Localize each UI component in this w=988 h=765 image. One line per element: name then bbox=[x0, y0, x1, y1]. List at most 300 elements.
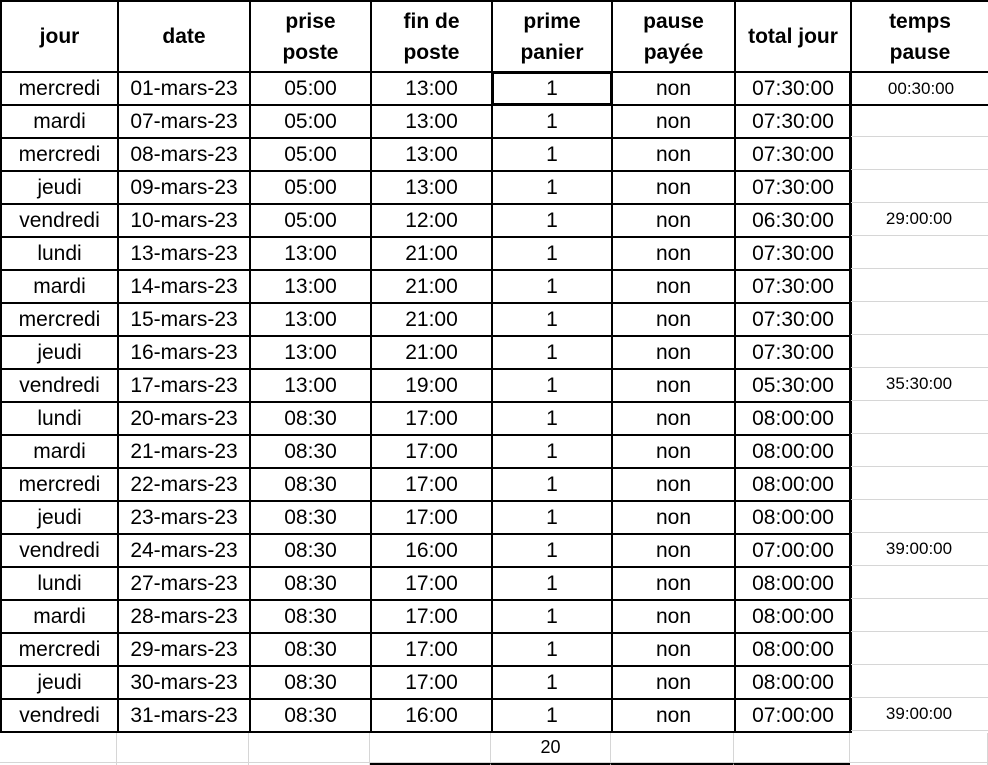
header-total[interactable] bbox=[734, 0, 852, 73]
cell-text: 17:00 bbox=[405, 571, 458, 595]
cell-text: mardi bbox=[33, 274, 86, 298]
cell-end-time[interactable] bbox=[370, 269, 493, 304]
cell-text: non bbox=[655, 604, 692, 628]
cell-text: non bbox=[655, 274, 692, 298]
cell-text: 1 bbox=[546, 406, 558, 430]
cell-start-time[interactable] bbox=[249, 203, 372, 238]
cell-paid-break[interactable] bbox=[611, 401, 736, 436]
cell-break-time[interactable] bbox=[850, 368, 988, 401]
cell-break-time[interactable] bbox=[850, 335, 988, 368]
cell-day[interactable] bbox=[0, 137, 119, 172]
cell-break-time[interactable] bbox=[850, 533, 988, 566]
cell-date[interactable] bbox=[117, 533, 251, 568]
cell-text: 17-mars-23 bbox=[130, 373, 238, 397]
header-jour[interactable] bbox=[0, 0, 119, 73]
cell-meal-bonus[interactable] bbox=[491, 269, 613, 304]
cell-text: non bbox=[655, 571, 692, 595]
cell-text: mercredi bbox=[18, 76, 101, 100]
cell-date[interactable] bbox=[117, 269, 251, 304]
cell-daily-total[interactable] bbox=[734, 269, 852, 304]
cell-paid-break[interactable] bbox=[611, 698, 736, 733]
cell-date[interactable] bbox=[117, 566, 251, 601]
cell-text: 12:00 bbox=[405, 208, 458, 232]
cell-day[interactable] bbox=[0, 335, 119, 370]
cell-text: 17:00 bbox=[405, 670, 458, 694]
cell-text: 16:00 bbox=[405, 538, 458, 562]
cell-text: 08:30 bbox=[284, 670, 337, 694]
cell-start-time[interactable] bbox=[249, 566, 372, 601]
cell-start-time[interactable] bbox=[249, 170, 372, 205]
cell-text: 07-mars-23 bbox=[130, 109, 238, 133]
cell-text: 17:00 bbox=[405, 505, 458, 529]
cell-text: 08:00:00 bbox=[752, 637, 834, 661]
cell-text: lundi bbox=[37, 571, 82, 595]
cell-day[interactable] bbox=[0, 170, 119, 205]
cell-end-time[interactable] bbox=[370, 665, 493, 700]
cell-paid-break[interactable] bbox=[611, 665, 736, 700]
cell-date[interactable] bbox=[117, 236, 251, 271]
cell-text: 05:00 bbox=[284, 76, 337, 100]
cell-daily-total[interactable] bbox=[734, 434, 852, 469]
cell-break-time[interactable] bbox=[850, 500, 988, 533]
cell-text: non bbox=[655, 241, 692, 265]
cell-text: 14-mars-23 bbox=[130, 274, 238, 298]
cell-text: 1 bbox=[546, 571, 558, 595]
cell-text: non bbox=[655, 406, 692, 430]
cell-text: 08:30 bbox=[284, 472, 337, 496]
cell-daily-total[interactable] bbox=[734, 500, 852, 535]
cell-break-time[interactable] bbox=[850, 203, 988, 236]
cell-meal-bonus[interactable] bbox=[491, 368, 613, 403]
cell-text: 08:00:00 bbox=[752, 472, 834, 496]
cell-start-time[interactable] bbox=[249, 401, 372, 436]
cell-text: non bbox=[655, 175, 692, 199]
header-text: poste bbox=[282, 40, 339, 64]
cell-start-time[interactable] bbox=[249, 434, 372, 469]
cell-text: non bbox=[655, 373, 692, 397]
cell-paid-break[interactable] bbox=[611, 302, 736, 337]
cell-meal-bonus[interactable] bbox=[491, 401, 613, 436]
cell-date[interactable] bbox=[117, 368, 251, 403]
cell-paid-break[interactable] bbox=[611, 533, 736, 568]
cell-break-time[interactable] bbox=[850, 467, 988, 500]
cell-text: 08:00:00 bbox=[752, 670, 834, 694]
cell-text: 08:30 bbox=[284, 538, 337, 562]
cell-end-time[interactable] bbox=[370, 137, 493, 172]
cell-text: 21:00 bbox=[405, 274, 458, 298]
cell-end-time[interactable] bbox=[370, 368, 493, 403]
header-text: total jour bbox=[748, 25, 838, 48]
cell-text: non bbox=[655, 703, 692, 727]
cell-text: 10-mars-23 bbox=[130, 208, 238, 232]
cell-text: 13:00 bbox=[284, 307, 337, 331]
cell-text: vendredi bbox=[19, 373, 100, 397]
cell-day[interactable] bbox=[0, 401, 119, 436]
cell-break-time[interactable] bbox=[850, 434, 988, 467]
cell-day[interactable] bbox=[0, 302, 119, 337]
cell-meal-bonus[interactable] bbox=[491, 302, 613, 337]
cell-text: 08-mars-23 bbox=[130, 142, 238, 166]
cell-start-time[interactable] bbox=[249, 335, 372, 370]
header-text: date bbox=[162, 25, 206, 48]
cell-daily-total[interactable] bbox=[734, 467, 852, 502]
cell-break-time[interactable] bbox=[850, 236, 988, 269]
cell-day[interactable] bbox=[0, 599, 119, 634]
cell-meal-bonus[interactable] bbox=[491, 104, 613, 139]
empty-cell[interactable] bbox=[370, 733, 491, 763]
cell-text: non bbox=[655, 208, 692, 232]
cell-text: 1 bbox=[546, 670, 558, 694]
cell-start-time[interactable] bbox=[249, 302, 372, 337]
cell-end-time[interactable] bbox=[370, 698, 493, 733]
cell-text: mardi bbox=[33, 109, 86, 133]
cell-text: 1 bbox=[546, 373, 558, 397]
cell-end-time[interactable] bbox=[370, 467, 493, 502]
cell-start-time[interactable] bbox=[249, 533, 372, 568]
cell-text: 08:30 bbox=[284, 571, 337, 595]
cell-meal-bonus[interactable] bbox=[491, 203, 613, 238]
cell-text: 23-mars-23 bbox=[130, 505, 238, 529]
cell-text: 1 bbox=[546, 703, 558, 727]
cell-daily-total[interactable] bbox=[734, 137, 852, 172]
cell-day[interactable] bbox=[0, 269, 119, 304]
header-text: pause bbox=[643, 9, 704, 33]
cell-text: 08:00:00 bbox=[752, 406, 834, 430]
cell-break-time[interactable] bbox=[850, 632, 988, 665]
cell-paid-break[interactable] bbox=[611, 632, 736, 667]
cell-text: 24-mars-23 bbox=[130, 538, 238, 562]
cell-text: 1 bbox=[546, 76, 558, 100]
header-text: temps bbox=[889, 9, 951, 33]
cell-text: 21-mars-23 bbox=[130, 439, 238, 463]
header-prise[interactable] bbox=[249, 0, 372, 73]
empty-cell[interactable] bbox=[734, 733, 850, 763]
empty-cell[interactable] bbox=[249, 733, 370, 763]
cell-text: 1 bbox=[546, 109, 558, 133]
cell-text: 1 bbox=[546, 241, 558, 265]
cell-end-time[interactable] bbox=[370, 632, 493, 667]
empty-cell[interactable] bbox=[850, 733, 988, 763]
cell-day[interactable] bbox=[0, 467, 119, 502]
cell-break-time[interactable] bbox=[850, 104, 988, 137]
cell-meal-bonus[interactable] bbox=[491, 533, 613, 568]
cell-text: 1 bbox=[546, 637, 558, 661]
cell-text: 13:00 bbox=[405, 175, 458, 199]
column-border bbox=[849, 71, 851, 733]
cell-paid-break[interactable] bbox=[611, 500, 736, 535]
cell-end-time[interactable] bbox=[370, 566, 493, 601]
empty-cell[interactable] bbox=[611, 733, 734, 763]
cell-end-time[interactable] bbox=[370, 533, 493, 568]
cell-end-time[interactable] bbox=[370, 302, 493, 337]
cell-daily-total[interactable] bbox=[734, 566, 852, 601]
cell-meal-bonus[interactable] bbox=[491, 566, 613, 601]
empty-cell[interactable] bbox=[117, 733, 249, 763]
cell-daily-total[interactable] bbox=[734, 71, 852, 106]
cell-text: vendredi bbox=[19, 538, 100, 562]
cell-start-time[interactable] bbox=[249, 236, 372, 271]
cell-text: 29-mars-23 bbox=[130, 637, 238, 661]
cell-meal-bonus[interactable] bbox=[491, 632, 613, 667]
cell-text: 17:00 bbox=[405, 637, 458, 661]
header-temps-pause[interactable] bbox=[850, 0, 988, 73]
cell-text: jeudi bbox=[37, 340, 82, 364]
cell-text: 08:30 bbox=[284, 637, 337, 661]
cell-end-time[interactable] bbox=[370, 203, 493, 238]
cell-text: 08:30 bbox=[284, 439, 337, 463]
cell-text: 20 bbox=[540, 737, 561, 757]
header-date[interactable] bbox=[117, 0, 251, 73]
cell-paid-break[interactable] bbox=[611, 467, 736, 502]
cell-daily-total[interactable] bbox=[734, 698, 852, 733]
cell-text: vendredi bbox=[19, 703, 100, 727]
cell-end-time[interactable] bbox=[370, 170, 493, 205]
cell-daily-total[interactable] bbox=[734, 632, 852, 667]
cell-break-time[interactable] bbox=[850, 302, 988, 335]
header-text: payée bbox=[643, 40, 704, 64]
header-fin[interactable] bbox=[370, 0, 493, 73]
cell-text: 35:30:00 bbox=[885, 374, 953, 393]
cell-text: non bbox=[655, 76, 692, 100]
cell-text: 08:00:00 bbox=[752, 439, 834, 463]
cell-text: 13:00 bbox=[405, 109, 458, 133]
cell-daily-total[interactable] bbox=[734, 599, 852, 634]
cell-text: non bbox=[655, 340, 692, 364]
cell-date[interactable] bbox=[117, 71, 251, 106]
cell-day[interactable] bbox=[0, 566, 119, 601]
cell-text: 05:00 bbox=[284, 208, 337, 232]
cell-day[interactable] bbox=[0, 500, 119, 535]
cell-text: 21:00 bbox=[405, 340, 458, 364]
cell-text: 17:00 bbox=[405, 472, 458, 496]
cell-text: 1 bbox=[546, 439, 558, 463]
total-meal-bonus[interactable] bbox=[491, 733, 611, 763]
cell-daily-total[interactable] bbox=[734, 236, 852, 271]
cell-text: 13:00 bbox=[284, 340, 337, 364]
cell-start-time[interactable] bbox=[249, 368, 372, 403]
cell-meal-bonus[interactable] bbox=[491, 170, 613, 205]
cell-start-time[interactable] bbox=[249, 467, 372, 502]
cell-text: 1 bbox=[546, 307, 558, 331]
cell-paid-break[interactable] bbox=[611, 269, 736, 304]
cell-day[interactable] bbox=[0, 104, 119, 139]
cell-text: 07:00:00 bbox=[752, 703, 834, 727]
cell-text: 1 bbox=[546, 142, 558, 166]
cell-meal-bonus[interactable] bbox=[491, 467, 613, 502]
cell-start-time[interactable] bbox=[249, 269, 372, 304]
cell-date[interactable] bbox=[117, 170, 251, 205]
cell-text: mercredi bbox=[18, 637, 101, 661]
cell-date[interactable] bbox=[117, 434, 251, 469]
cell-text: mercredi bbox=[18, 472, 101, 496]
cell-day[interactable] bbox=[0, 71, 119, 106]
cell-text: jeudi bbox=[37, 175, 82, 199]
cell-break-time[interactable] bbox=[850, 137, 988, 170]
cell-break-time[interactable] bbox=[850, 566, 988, 599]
cell-daily-total[interactable] bbox=[734, 170, 852, 205]
cell-end-time[interactable] bbox=[370, 434, 493, 469]
cell-text: 1 bbox=[546, 340, 558, 364]
cell-text: 21:00 bbox=[405, 241, 458, 265]
cell-break-time[interactable] bbox=[850, 698, 988, 731]
cell-text: 22-mars-23 bbox=[130, 472, 238, 496]
cell-paid-break[interactable] bbox=[611, 71, 736, 106]
cell-text: non bbox=[655, 307, 692, 331]
cell-start-time[interactable] bbox=[249, 599, 372, 634]
cell-paid-break[interactable] bbox=[611, 137, 736, 172]
cell-text: 08:30 bbox=[284, 505, 337, 529]
cell-meal-bonus[interactable] bbox=[491, 665, 613, 700]
cell-meal-bonus[interactable] bbox=[491, 599, 613, 634]
cell-text: non bbox=[655, 109, 692, 133]
cell-text: 17:00 bbox=[405, 439, 458, 463]
cell-text: 19:00 bbox=[405, 373, 458, 397]
cell-daily-total[interactable] bbox=[734, 104, 852, 139]
header-text: prime bbox=[523, 9, 581, 33]
cell-break-time[interactable] bbox=[850, 599, 988, 632]
cell-paid-break[interactable] bbox=[611, 599, 736, 634]
cell-day[interactable] bbox=[0, 698, 119, 733]
cell-text: 1 bbox=[546, 472, 558, 496]
cell-day[interactable] bbox=[0, 368, 119, 403]
cell-text: mardi bbox=[33, 604, 86, 628]
cell-daily-total[interactable] bbox=[734, 665, 852, 700]
cell-break-time[interactable] bbox=[850, 269, 988, 302]
cell-meal-bonus[interactable] bbox=[491, 71, 613, 106]
cell-paid-break[interactable] bbox=[611, 335, 736, 370]
cell-day[interactable] bbox=[0, 236, 119, 271]
cell-text: 17:00 bbox=[405, 604, 458, 628]
cell-text: 1 bbox=[546, 505, 558, 529]
cell-date[interactable] bbox=[117, 665, 251, 700]
cell-start-time[interactable] bbox=[249, 698, 372, 733]
cell-break-time[interactable] bbox=[850, 170, 988, 203]
cell-end-time[interactable] bbox=[370, 236, 493, 271]
cell-meal-bonus[interactable] bbox=[491, 137, 613, 172]
cell-meal-bonus[interactable] bbox=[491, 698, 613, 733]
cell-text: 13:00 bbox=[405, 76, 458, 100]
cell-text: mardi bbox=[33, 439, 86, 463]
cell-text: non bbox=[655, 142, 692, 166]
cell-date[interactable] bbox=[117, 632, 251, 667]
cell-day[interactable] bbox=[0, 434, 119, 469]
cell-day[interactable] bbox=[0, 632, 119, 667]
cell-daily-total[interactable] bbox=[734, 203, 852, 238]
cell-text: 1 bbox=[546, 175, 558, 199]
header-text: poste bbox=[403, 40, 460, 64]
cell-text: non bbox=[655, 472, 692, 496]
cell-end-time[interactable] bbox=[370, 71, 493, 106]
cell-day[interactable] bbox=[0, 203, 119, 238]
cell-date[interactable] bbox=[117, 467, 251, 502]
cell-end-time[interactable] bbox=[370, 500, 493, 535]
cell-paid-break[interactable] bbox=[611, 104, 736, 139]
cell-meal-bonus[interactable] bbox=[491, 236, 613, 271]
cell-date[interactable] bbox=[117, 137, 251, 172]
cell-date[interactable] bbox=[117, 698, 251, 733]
empty-cell[interactable] bbox=[0, 733, 117, 763]
cell-break-time[interactable] bbox=[850, 665, 988, 698]
cell-start-time[interactable] bbox=[249, 137, 372, 172]
cell-meal-bonus[interactable] bbox=[491, 434, 613, 469]
header-text: jour bbox=[39, 25, 80, 48]
cell-text: 07:30:00 bbox=[752, 274, 834, 298]
cell-text: 08:30 bbox=[284, 604, 337, 628]
cell-meal-bonus[interactable] bbox=[491, 500, 613, 535]
cell-end-time[interactable] bbox=[370, 104, 493, 139]
cell-date[interactable] bbox=[117, 500, 251, 535]
header-text: panier bbox=[520, 40, 584, 64]
cell-break-time[interactable] bbox=[850, 71, 988, 106]
cell-text: 08:00:00 bbox=[752, 571, 834, 595]
cell-meal-bonus[interactable] bbox=[491, 335, 613, 370]
cell-text: 06:30:00 bbox=[752, 208, 834, 232]
cell-date[interactable] bbox=[117, 302, 251, 337]
cell-date[interactable] bbox=[117, 335, 251, 370]
header-prime[interactable] bbox=[491, 0, 613, 73]
cell-start-time[interactable] bbox=[249, 632, 372, 667]
header-text: fin de bbox=[403, 9, 460, 33]
cell-paid-break[interactable] bbox=[611, 236, 736, 271]
cell-text: 39:00:00 bbox=[885, 539, 953, 558]
cell-text: 17:00 bbox=[405, 406, 458, 430]
cell-text: 15-mars-23 bbox=[130, 307, 238, 331]
cell-text: 07:30:00 bbox=[752, 340, 834, 364]
cell-text: 27-mars-23 bbox=[130, 571, 238, 595]
cell-daily-total[interactable] bbox=[734, 302, 852, 337]
cell-text: 13:00 bbox=[284, 373, 337, 397]
cell-daily-total[interactable] bbox=[734, 533, 852, 568]
cell-date[interactable] bbox=[117, 401, 251, 436]
cell-paid-break[interactable] bbox=[611, 434, 736, 469]
cell-text: non bbox=[655, 505, 692, 529]
cell-start-time[interactable] bbox=[249, 665, 372, 700]
cell-text: 21:00 bbox=[405, 307, 458, 331]
cell-daily-total[interactable] bbox=[734, 368, 852, 403]
cell-start-time[interactable] bbox=[249, 104, 372, 139]
cell-text: jeudi bbox=[37, 505, 82, 529]
cell-paid-break[interactable] bbox=[611, 368, 736, 403]
cell-day[interactable] bbox=[0, 533, 119, 568]
cell-start-time[interactable] bbox=[249, 71, 372, 106]
header-pause-payee[interactable] bbox=[611, 0, 736, 73]
cell-end-time[interactable] bbox=[370, 599, 493, 634]
cell-end-time[interactable] bbox=[370, 335, 493, 370]
cell-text: 07:30:00 bbox=[752, 241, 834, 265]
cell-paid-break[interactable] bbox=[611, 170, 736, 205]
cell-text: 08:00:00 bbox=[752, 505, 834, 529]
cell-start-time[interactable] bbox=[249, 500, 372, 535]
cell-date[interactable] bbox=[117, 203, 251, 238]
cell-daily-total[interactable] bbox=[734, 335, 852, 370]
cell-text: 08:30 bbox=[284, 406, 337, 430]
cell-break-time[interactable] bbox=[850, 401, 988, 434]
cell-text: lundi bbox=[37, 406, 82, 430]
cell-text: 16-mars-23 bbox=[130, 340, 238, 364]
header-text: prise bbox=[285, 9, 336, 33]
cell-date[interactable] bbox=[117, 599, 251, 634]
cell-daily-total[interactable] bbox=[734, 401, 852, 436]
cell-text: vendredi bbox=[19, 208, 100, 232]
cell-end-time[interactable] bbox=[370, 401, 493, 436]
cell-paid-break[interactable] bbox=[611, 203, 736, 238]
cell-text: mercredi bbox=[18, 307, 101, 331]
cell-day[interactable] bbox=[0, 665, 119, 700]
cell-date[interactable] bbox=[117, 104, 251, 139]
cell-text: mercredi bbox=[18, 142, 101, 166]
cell-text: 08:30 bbox=[284, 703, 337, 727]
cell-paid-break[interactable] bbox=[611, 566, 736, 601]
